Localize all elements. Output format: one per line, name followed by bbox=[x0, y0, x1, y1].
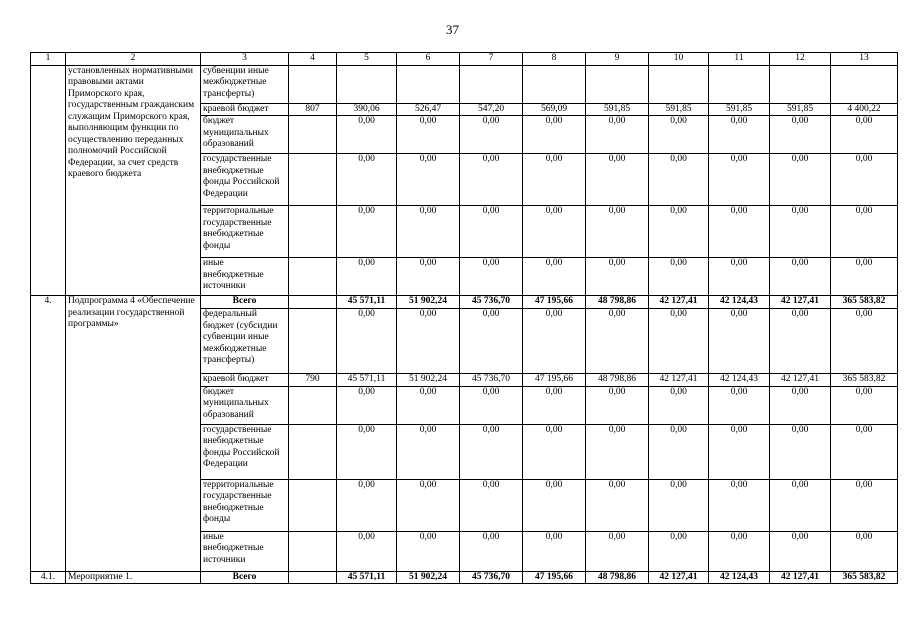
source-cell: бюджет муниципальных образований bbox=[201, 386, 289, 424]
value-cell: 0,00 bbox=[831, 206, 898, 258]
value-cell: 0,00 bbox=[460, 386, 523, 424]
value-cell: 0,00 bbox=[586, 154, 649, 206]
value-cell bbox=[523, 65, 586, 103]
value-cell: 0,00 bbox=[709, 479, 770, 531]
value-cell: 45 571,11 bbox=[337, 571, 397, 584]
value-cell: 0,00 bbox=[523, 258, 586, 296]
value-cell bbox=[649, 65, 709, 103]
code-cell bbox=[289, 154, 337, 206]
source-cell: Всего bbox=[201, 296, 289, 309]
code-cell bbox=[289, 479, 337, 531]
value-cell: 47 195,66 bbox=[523, 296, 586, 309]
value-cell: 0,00 bbox=[460, 116, 523, 154]
source-cell: краевой бюджет bbox=[201, 374, 289, 387]
value-cell: 42 124,43 bbox=[709, 296, 770, 309]
value-cell: 0,00 bbox=[337, 154, 397, 206]
value-cell bbox=[709, 65, 770, 103]
value-cell: 47 195,66 bbox=[523, 374, 586, 387]
description-cell: установленных нормативными правовыми актами Приморского края, государственным гражданским служащим Приморского края, выполняющим функции по осуществлению переданных полномочий Российской Федерации, за счет средств краевого бюджета bbox=[66, 65, 201, 296]
value-cell: 0,00 bbox=[649, 116, 709, 154]
header-cell: 12 bbox=[770, 53, 831, 66]
value-cell: 365 583,82 bbox=[831, 374, 898, 387]
source-cell: иные внебюджетные источники bbox=[201, 258, 289, 296]
description-cell: Мероприятие 1. bbox=[66, 571, 201, 584]
value-cell: 0,00 bbox=[523, 386, 586, 424]
value-cell: 0,00 bbox=[397, 386, 460, 424]
value-cell: 42 127,41 bbox=[770, 374, 831, 387]
value-cell: 0,00 bbox=[649, 479, 709, 531]
value-cell: 0,00 bbox=[337, 531, 397, 571]
value-cell: 569,09 bbox=[523, 103, 586, 116]
value-cell: 0,00 bbox=[337, 386, 397, 424]
value-cell: 0,00 bbox=[649, 206, 709, 258]
value-cell: 0,00 bbox=[337, 309, 397, 374]
value-cell: 0,00 bbox=[709, 386, 770, 424]
value-cell: 0,00 bbox=[709, 531, 770, 571]
value-cell: 591,85 bbox=[770, 103, 831, 116]
value-cell: 0,00 bbox=[460, 206, 523, 258]
value-cell: 0,00 bbox=[397, 154, 460, 206]
value-cell: 48 798,86 bbox=[586, 296, 649, 309]
value-cell: 0,00 bbox=[831, 386, 898, 424]
page-number: 37 bbox=[446, 22, 459, 37]
value-cell: 45 571,11 bbox=[337, 296, 397, 309]
source-cell: государственные внебюджетные фонды Российской Федерации bbox=[201, 154, 289, 206]
table-row bbox=[31, 296, 898, 309]
value-cell: 547,20 bbox=[460, 103, 523, 116]
header-cell: 1 bbox=[31, 53, 66, 66]
table-row bbox=[31, 65, 898, 103]
value-cell: 0,00 bbox=[523, 309, 586, 374]
source-cell: территориальные государственные внебюджетные фонды bbox=[201, 479, 289, 531]
value-cell: 0,00 bbox=[770, 531, 831, 571]
value-cell: 51 902,24 bbox=[397, 571, 460, 584]
value-cell bbox=[460, 65, 523, 103]
header-cell: 6 bbox=[397, 53, 460, 66]
code-cell bbox=[289, 116, 337, 154]
value-cell: 0,00 bbox=[831, 309, 898, 374]
value-cell: 0,00 bbox=[460, 154, 523, 206]
code-cell bbox=[289, 206, 337, 258]
value-cell: 0,00 bbox=[523, 206, 586, 258]
value-cell: 0,00 bbox=[337, 479, 397, 531]
table-row bbox=[31, 571, 898, 584]
value-cell: 0,00 bbox=[460, 531, 523, 571]
value-cell: 0,00 bbox=[586, 309, 649, 374]
source-cell: территориальные государственные внебюджетные фонды bbox=[201, 206, 289, 258]
value-cell: 0,00 bbox=[709, 309, 770, 374]
value-cell: 0,00 bbox=[770, 424, 831, 479]
value-cell: 390,06 bbox=[337, 103, 397, 116]
value-cell: 0,00 bbox=[586, 258, 649, 296]
value-cell: 48 798,86 bbox=[586, 571, 649, 584]
value-cell: 0,00 bbox=[649, 309, 709, 374]
value-cell: 51 902,24 bbox=[397, 374, 460, 387]
value-cell: 0,00 bbox=[397, 479, 460, 531]
value-cell: 47 195,66 bbox=[523, 571, 586, 584]
value-cell: 591,85 bbox=[586, 103, 649, 116]
value-cell: 42 127,41 bbox=[649, 296, 709, 309]
header-cell: 13 bbox=[831, 53, 898, 66]
value-cell bbox=[337, 65, 397, 103]
source-cell: государственные внебюджетные фонды Российской Федерации bbox=[201, 424, 289, 479]
value-cell: 0,00 bbox=[770, 116, 831, 154]
value-cell: 0,00 bbox=[709, 206, 770, 258]
value-cell bbox=[586, 65, 649, 103]
value-cell: 0,00 bbox=[770, 309, 831, 374]
value-cell: 0,00 bbox=[586, 386, 649, 424]
value-cell: 0,00 bbox=[770, 206, 831, 258]
value-cell: 591,85 bbox=[649, 103, 709, 116]
budget-table bbox=[30, 52, 898, 584]
code-cell bbox=[289, 531, 337, 571]
value-cell: 0,00 bbox=[397, 309, 460, 374]
value-cell: 0,00 bbox=[831, 154, 898, 206]
value-cell: 0,00 bbox=[460, 309, 523, 374]
value-cell: 0,00 bbox=[523, 116, 586, 154]
value-cell: 0,00 bbox=[523, 154, 586, 206]
value-cell: 0,00 bbox=[831, 116, 898, 154]
value-cell: 0,00 bbox=[649, 531, 709, 571]
code-cell bbox=[289, 296, 337, 309]
value-cell: 0,00 bbox=[831, 258, 898, 296]
value-cell: 0,00 bbox=[709, 116, 770, 154]
value-cell: 0,00 bbox=[460, 258, 523, 296]
value-cell: 0,00 bbox=[709, 424, 770, 479]
description-cell: Подпрограмма 4 «Обеспечение реализации государственной программы» bbox=[66, 296, 201, 572]
value-cell: 0,00 bbox=[709, 258, 770, 296]
value-cell: 0,00 bbox=[770, 258, 831, 296]
value-cell: 0,00 bbox=[460, 479, 523, 531]
value-cell: 0,00 bbox=[649, 386, 709, 424]
value-cell: 0,00 bbox=[649, 424, 709, 479]
value-cell: 0,00 bbox=[709, 154, 770, 206]
value-cell: 42 127,41 bbox=[649, 571, 709, 584]
value-cell: 0,00 bbox=[337, 258, 397, 296]
value-cell: 0,00 bbox=[586, 479, 649, 531]
header-cell: 9 bbox=[586, 53, 649, 66]
code-cell bbox=[289, 424, 337, 479]
value-cell: 0,00 bbox=[770, 479, 831, 531]
value-cell bbox=[770, 65, 831, 103]
value-cell: 0,00 bbox=[649, 258, 709, 296]
value-cell: 0,00 bbox=[337, 116, 397, 154]
value-cell: 0,00 bbox=[770, 154, 831, 206]
value-cell: 45 736,70 bbox=[460, 374, 523, 387]
value-cell: 0,00 bbox=[523, 479, 586, 531]
value-cell: 0,00 bbox=[586, 531, 649, 571]
value-cell: 42 127,41 bbox=[770, 571, 831, 584]
row-number-cell: 4. bbox=[31, 296, 66, 572]
header-row bbox=[31, 53, 898, 66]
value-cell: 0,00 bbox=[460, 424, 523, 479]
value-cell: 0,00 bbox=[831, 479, 898, 531]
source-cell: Всего bbox=[201, 571, 289, 584]
header-cell: 4 bbox=[289, 53, 337, 66]
value-cell: 0,00 bbox=[586, 424, 649, 479]
value-cell bbox=[397, 65, 460, 103]
value-cell: 0,00 bbox=[586, 116, 649, 154]
header-cell: 8 bbox=[523, 53, 586, 66]
value-cell: 42 124,43 bbox=[709, 374, 770, 387]
source-cell: краевой бюджет bbox=[201, 103, 289, 116]
header-cell: 7 bbox=[460, 53, 523, 66]
value-cell: 45 736,70 bbox=[460, 571, 523, 584]
value-cell: 0,00 bbox=[831, 531, 898, 571]
value-cell: 4 400,22 bbox=[831, 103, 898, 116]
value-cell: 45 571,11 bbox=[337, 374, 397, 387]
row-number-cell: 4.1. bbox=[31, 571, 66, 584]
value-cell: 0,00 bbox=[397, 531, 460, 571]
value-cell: 0,00 bbox=[337, 424, 397, 479]
value-cell: 526,47 bbox=[397, 103, 460, 116]
value-cell: 45 736,70 bbox=[460, 296, 523, 309]
header-cell: 11 bbox=[709, 53, 770, 66]
value-cell: 42 127,41 bbox=[770, 296, 831, 309]
code-cell: 807 bbox=[289, 103, 337, 116]
value-cell: 0,00 bbox=[397, 424, 460, 479]
value-cell: 0,00 bbox=[586, 206, 649, 258]
code-cell: 790 bbox=[289, 374, 337, 387]
code-cell bbox=[289, 386, 337, 424]
value-cell: 0,00 bbox=[831, 424, 898, 479]
value-cell: 0,00 bbox=[397, 116, 460, 154]
value-cell bbox=[831, 65, 898, 103]
value-cell: 0,00 bbox=[649, 154, 709, 206]
value-cell: 0,00 bbox=[397, 258, 460, 296]
value-cell: 365 583,82 bbox=[831, 296, 898, 309]
header-cell: 5 bbox=[337, 53, 397, 66]
value-cell: 591,85 bbox=[709, 103, 770, 116]
value-cell: 0,00 bbox=[770, 386, 831, 424]
header-cell: 10 bbox=[649, 53, 709, 66]
value-cell: 42 124,43 bbox=[709, 571, 770, 584]
value-cell: 365 583,82 bbox=[831, 571, 898, 584]
header-cell: 2 bbox=[66, 53, 201, 66]
header-cell: 3 bbox=[201, 53, 289, 66]
source-cell: федеральный бюджет (субсидии субвенции иные межбюджетные трансферты) bbox=[201, 309, 289, 374]
source-cell: субвенции иные межбюджетные трансферты) bbox=[201, 65, 289, 103]
value-cell: 42 127,41 bbox=[649, 374, 709, 387]
value-cell: 0,00 bbox=[337, 206, 397, 258]
code-cell bbox=[289, 309, 337, 374]
value-cell: 0,00 bbox=[523, 424, 586, 479]
value-cell: 0,00 bbox=[523, 531, 586, 571]
source-cell: иные внебюджетные источники bbox=[201, 531, 289, 571]
value-cell: 48 798,86 bbox=[586, 374, 649, 387]
row-number-cell bbox=[31, 65, 66, 296]
value-cell: 0,00 bbox=[397, 206, 460, 258]
code-cell bbox=[289, 65, 337, 103]
code-cell bbox=[289, 571, 337, 584]
source-cell: бюджет муниципальных образований bbox=[201, 116, 289, 154]
value-cell: 51 902,24 bbox=[397, 296, 460, 309]
code-cell bbox=[289, 258, 337, 296]
